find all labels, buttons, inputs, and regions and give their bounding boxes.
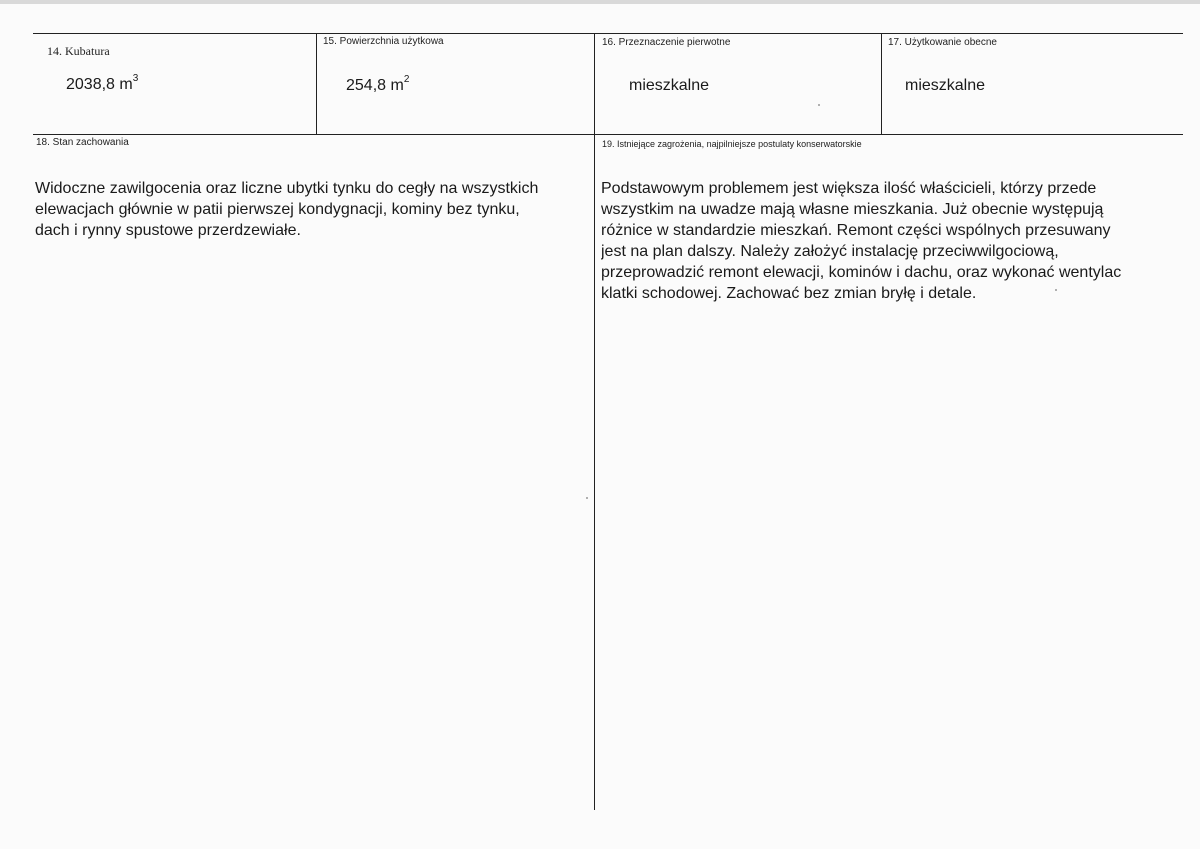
scan-speck [818,104,820,106]
zagrozenia-line: różnice w standardzie mieszkań. Remont części wspólnych przesuwany [601,222,1111,239]
przeznaczenie-value: mieszkalne [629,77,710,94]
zagrozenia-line: wszystkim na uwadze mają własne mieszkania. Już obecnie występują [601,201,1104,218]
stan-text [35,178,587,241]
zagrozenia-line: jest na plan dalszy. Należy założyć instalację przeciwwilgociową, [601,243,1059,260]
zagrozenia-label: 19. Istniejące zagrożenia, najpilniejsze postulaty konserwatorskie [602,139,862,149]
zagrozenia-line: Podstawowym problemem jest większa ilość właścicieli, którzy przede [601,180,1097,197]
kubatura-number: 2038,8 m [66,76,133,93]
stan-label: 18. Stan zachowania [36,137,129,148]
powierzchnia-label: 15. Powierzchnia użytkowa [323,36,444,47]
kubatura-unit-superscript: 3 [132,72,139,84]
scan-speck [586,497,588,499]
stan-line: elewacjach głównie w patii pierwszej kondygnacji, kominy bez tynku, [35,201,520,218]
column-divider-2 [594,33,595,810]
stan-line: dach i rynny spustowe przerdzewiałe. [35,222,301,239]
kubatura-value [66,72,139,94]
kubatura-label: 14. Kubatura [47,44,110,58]
uzytkowanie-value: mieszkalne [905,77,986,94]
scan-speck [1055,289,1057,291]
column-divider-3 [881,33,882,134]
przeznaczenie-label: 16. Przeznaczenie pierwotne [602,37,731,48]
powierzchnia-unit-superscript: 2 [403,73,410,85]
zagrozenia-line: klatki schodowej. Zachować bez zmian bryłę i detale. [601,285,977,302]
scan-edge [0,0,1200,4]
powierzchnia-number: 254,8 m [346,77,404,94]
table-top-border [33,33,1183,34]
uzytkowanie-label: 17. Użytkowanie obecne [888,37,997,48]
column-divider-1 [316,33,317,134]
powierzchnia-value [346,73,410,95]
zagrozenia-line: przeprowadzić remont elewacji, kominów i dachu, oraz wykonać wentylac [601,264,1122,281]
stan-line: Widoczne zawilgocenia oraz liczne ubytki tynku do cegły na wszystkich [35,180,539,197]
row-divider [33,134,1183,135]
zagrozenia-text [601,178,1191,304]
